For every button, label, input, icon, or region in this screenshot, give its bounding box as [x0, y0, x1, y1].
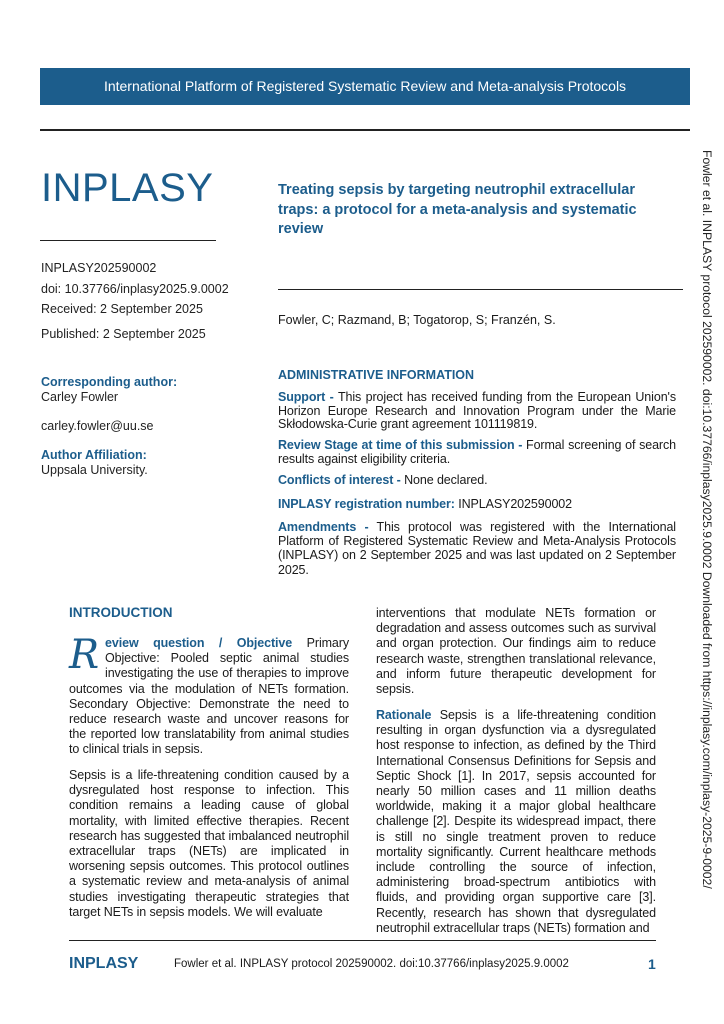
corresponding-author-name: Carley Fowler: [41, 390, 119, 404]
published-date: Published: 2 September 2025: [41, 327, 206, 341]
title-divider: [278, 289, 683, 290]
logo-underline: [40, 240, 216, 241]
conflicts-label: Conflicts of interest -: [278, 473, 401, 487]
registration-number-label: INPLASY registration number:: [278, 497, 455, 511]
amendments-label: Amendments -: [278, 520, 369, 534]
footer-divider: [69, 940, 656, 941]
review-question-paragraph: [69, 632, 350, 758]
conflicts-text: None declared.: [400, 473, 488, 487]
rationale-label: Rationale: [376, 708, 432, 722]
rationale-text: Sepsis is a life-threatening condition resulting in organ dysfunction via a dysregulated host response to infection, as defined by the Third International Consensus Definitions for Sepsis and Septic Shock [1]. In 2017, sepsis accounted for nearly 50 million cases and 11 million deaths worldwide, making it a major global healthcare challenge [2]. Despite its widespread impact, there is still no single treatment proven to reduce mortality significantly. Current healthcare methods include controlling the source of infection, administering broad-spectrum antibiotics with fluids, and providing organ supportive care [3]. Recently, research has shown that dysregulated neutrophil extracellular traps (NETs) formation and: [376, 708, 656, 935]
review-stage-text: Formal screening of search results against eligibility criteria.: [278, 438, 676, 466]
registration-id: INPLASY202590002: [41, 261, 157, 275]
author-list: Fowler, C; Razmand, B; Togatorop, S; Franzén, S.: [278, 313, 556, 327]
registration-number-text: INPLASY202590002: [454, 497, 573, 511]
affiliation-label: Author Affiliation:: [41, 448, 147, 462]
support-paragraph: [278, 391, 676, 432]
corresponding-author-label: Corresponding author:: [41, 375, 178, 389]
review-question-text: Primary Objective: Pooled septic animal studies investigating the use of therapies to improve outcomes via the modulation of NETs formation. Secondary Objective: Demonstrate the need to reduce research waste and uncover reasons for the reported low translatability from animal studies to clinical trials in sepsis.: [69, 636, 350, 757]
affiliation-value: Uppsala University.: [41, 463, 148, 477]
amendments-text: This protocol was registered with the International Platform of Registered Systematic Review and Meta-Analysis Protocols (INPLASY) on 2 September 2025 and was last updated on 2 September 2025.: [278, 520, 676, 577]
amendments-paragraph: [278, 520, 676, 577]
rationale-paragraph: [376, 708, 656, 936]
admin-heading: ADMINISTRATIVE INFORMATION: [278, 368, 475, 382]
support-text: This project has received funding from the European Union's Horizon Europe Research and Innovation Program under the Marie Skłodowska-Curie grant agreement 101119819.: [278, 390, 676, 432]
review-question-label: eview question / Objective: [105, 636, 293, 650]
review-stage-label: Review Stage at time of this submission -: [278, 438, 523, 452]
site-banner: International Platform of Registered Systematic Review and Meta-analysis Protocols: [40, 68, 690, 105]
intro-paragraph-3: interventions that modulate NETs formation or degradation and assess outcomes such as survival and organ protection. Our findings aim to reduce research waste, strengthen translational relevance, and inform future therapeutic development for sepsis.: [376, 606, 656, 697]
drop-cap: R: [69, 632, 100, 678]
footer-citation: Fowler et al. INPLASY protocol 202590002. doi:10.37766/inplasy2025.9.0002: [174, 958, 569, 970]
corresponding-author-email[interactable]: carley.fowler@uu.se: [41, 419, 154, 433]
intro-paragraph-2: Sepsis is a life-threatening condition caused by a dysregulated host response to infection. This condition remains a leading cause of global mortality, with limited effective therapies. Recent research has suggested that imbalanced neutrophil extracellular traps (NETs) are implicated in worsening sepsis outcomes. This protocol outlines a systematic review and meta-analysis of animal studies investigating therapeutic strategies that target NETs in sepsis models. We will evaluate: [69, 768, 349, 919]
side-citation: [700, 150, 716, 890]
top-divider: [40, 129, 690, 131]
conflicts-paragraph: [278, 473, 676, 488]
journal-logo: INPLASY: [41, 166, 214, 210]
footer-brand: INPLASY: [69, 955, 139, 972]
side-citation-text: Fowler et al. INPLASY protocol 202590002. doi:10.37766/inplasy2025.9.0002 Downloaded from https://inplasy.com/inplasy-2025-9-0002/: [700, 150, 714, 889]
article-title: Treating sepsis by targeting neutrophil extracellular traps: a protocol for a meta-analysis and systematic review: [278, 182, 637, 237]
doi: doi: 10.37766/inplasy2025.9.0002: [41, 282, 229, 296]
received-date: Received: 2 September 2025: [41, 302, 203, 316]
registration-number-paragraph: [278, 497, 676, 512]
review-stage-paragraph: [278, 439, 676, 466]
page-number: 1: [648, 956, 656, 972]
introduction-heading: INTRODUCTION: [69, 605, 173, 620]
support-label: Support -: [278, 390, 334, 404]
